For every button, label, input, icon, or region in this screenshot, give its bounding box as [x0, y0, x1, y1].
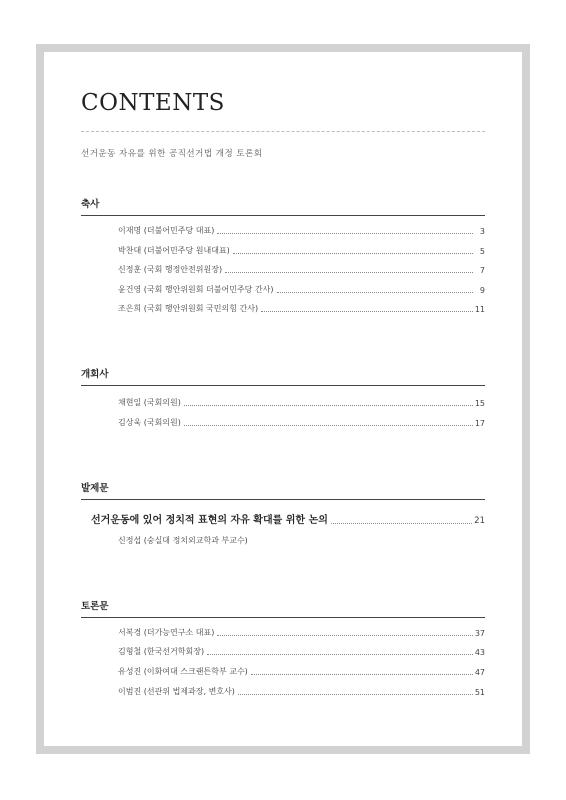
toc-entry[interactable] [118, 225, 485, 236]
document-subtitle: 선거운동 자유를 위한 공직선거법 개정 토론회 [81, 149, 263, 159]
toc-entry[interactable] [118, 245, 485, 256]
page-title: CONTENTS [81, 90, 225, 116]
toc-entry[interactable] [118, 666, 485, 677]
toc-entry[interactable] [118, 303, 485, 314]
dot-leader [184, 425, 473, 426]
dot-leader [238, 694, 473, 695]
dashed-divider [81, 131, 485, 132]
toc-page-number: 37 [474, 629, 485, 638]
toc-page-number: 17 [474, 419, 485, 428]
dot-leader [251, 674, 473, 675]
toc-entry[interactable] [118, 627, 485, 638]
toc-entry-text: 조은희 (국회 행안위원회 국민의힘 간사) [118, 304, 259, 313]
toc-entry-text: 선거운동에 있어 정치적 표현의 자유 확대를 위한 논의 [91, 515, 328, 526]
toc-entry-text: 김상욱 (국회의원) [118, 418, 181, 427]
presenter-byline: 신정섭 (숭실대 정치외교학과 부교수) [118, 536, 248, 545]
toc-entry[interactable] [118, 417, 485, 428]
toc-page-number: 47 [474, 668, 485, 677]
toc-entry[interactable] [118, 397, 485, 408]
section-heading-discussion: 토론문 [81, 598, 485, 618]
dot-leader [217, 635, 472, 636]
toc-page-number: 21 [474, 516, 485, 526]
toc-entry[interactable] [118, 686, 485, 697]
toc-entry-text: 김형철 (한국선거학회장) [118, 647, 205, 656]
toc-entry-text: 이범진 (선관위 법제과장, 변호사) [118, 687, 235, 696]
toc-entry-text: 서복경 (더가능연구소 대표) [118, 628, 215, 637]
toc-page-number: 11 [474, 305, 485, 314]
toc-page-number: 15 [474, 399, 485, 408]
toc-entry-text: 신정훈 (국회 행정안전위원장) [118, 265, 223, 274]
section-heading-presentation: 발제문 [81, 480, 485, 500]
toc-page-number: 9 [479, 286, 485, 295]
toc-page-number: 5 [479, 247, 485, 256]
toc-page-number: 3 [479, 227, 485, 236]
toc-entry-text: 이재명 (더불어민주당 대표) [118, 226, 215, 235]
section-heading-opening: 개회사 [81, 366, 485, 386]
dot-leader [207, 654, 473, 655]
toc-entry-text: 윤건영 (국회 행안위원회 더불어민주당 간사) [118, 285, 274, 294]
toc-entry-main[interactable] [91, 511, 485, 526]
toc-page-number: 51 [474, 688, 485, 697]
dot-leader [277, 292, 473, 293]
toc-page-number: 43 [474, 648, 485, 657]
dot-leader [261, 311, 473, 312]
toc-entry-text: 박찬대 (더불어민주당 원내대표) [118, 246, 230, 255]
dot-leader [331, 523, 472, 524]
dot-leader [225, 272, 473, 273]
toc-entry-text: 채현일 (국회의원) [118, 398, 181, 407]
section-heading-congrats: 축사 [81, 196, 485, 216]
toc-entry[interactable] [118, 284, 485, 295]
dot-leader [184, 405, 473, 406]
toc-page-number: 7 [479, 266, 485, 275]
dot-leader [217, 233, 473, 234]
dot-leader [233, 253, 473, 254]
toc-entry-text: 유성진 (이화여대 스크랜튼학부 교수) [118, 667, 248, 676]
toc-entry[interactable] [118, 264, 485, 275]
toc-entry[interactable] [118, 646, 485, 657]
